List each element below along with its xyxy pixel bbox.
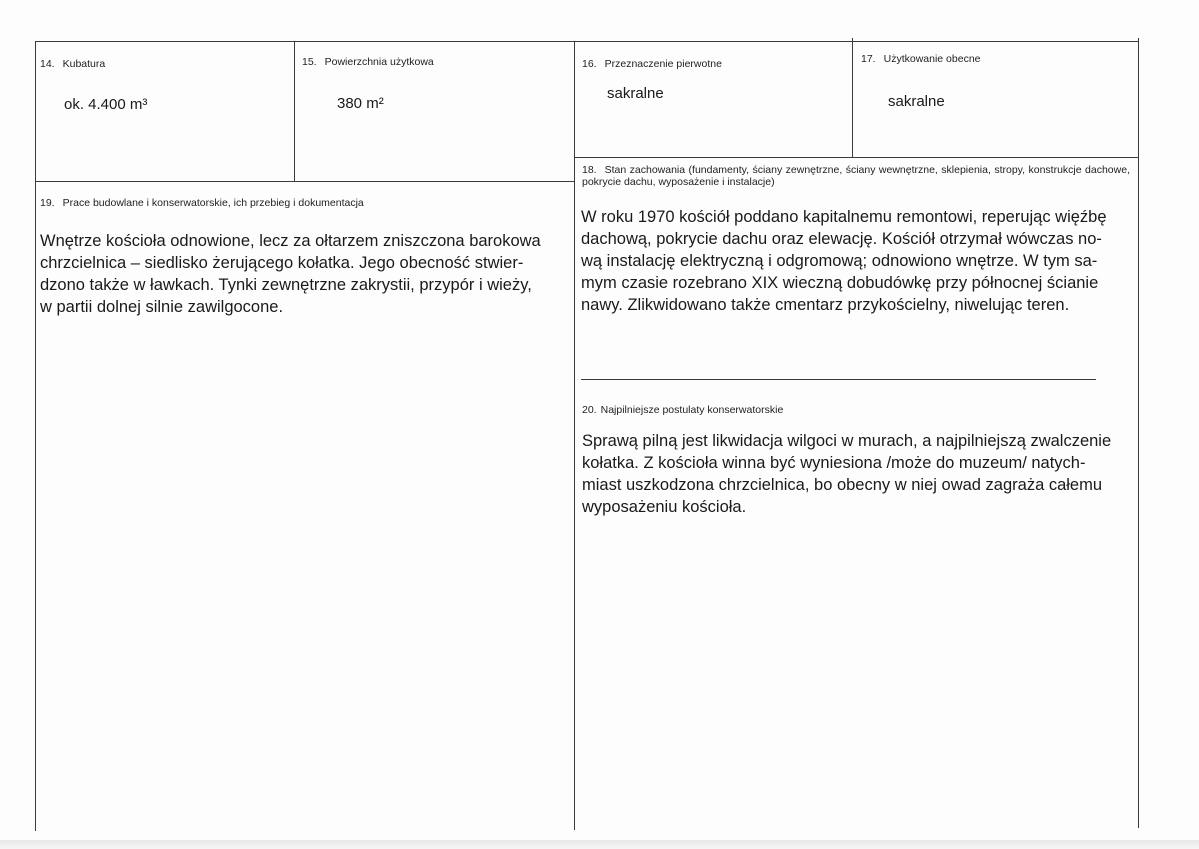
field-16-value: sakralne	[607, 85, 664, 102]
field-20-label: 20. Najpilniejsze postulaty konserwatorskie	[582, 404, 784, 416]
form-left-border	[35, 41, 36, 831]
field-18-label: 18. Stan zachowania (fundamenty, ściany zewnętrzne, ściany wewnętrzne, sklepienia, stropy, konstrukcje dachowe, pokrycie dachu, wyposażenie i instalacje)	[582, 164, 1130, 188]
field-17-value: sakralne	[888, 93, 945, 110]
row-divider-right	[574, 157, 1138, 158]
page-bottom-edge	[0, 840, 1199, 849]
field-15-label: 15. Powierzchnia użytkowa	[302, 56, 434, 68]
form-right-border	[1138, 38, 1139, 828]
divider-16-17	[852, 38, 853, 157]
field-19-label: 19. Prace budowlane i konserwatorskie, ich przebieg i dokumentacja	[40, 197, 364, 209]
field-16-label: 16. Przeznaczenie pierwotne	[582, 58, 722, 70]
field-19-text: Wnętrze kościoła odnowione, lecz za ołtarzem zniszczona barokowa chrzcielnica – siedlisko żerującego kołatka. Jego obecność stwier- dzono także w ławkach. Tynki zewnętrzne zakrystii, przypór i wieży, w partii dolnej silnie zawilgocone.	[40, 232, 541, 316]
center-divider	[574, 41, 575, 830]
form-top-border	[35, 41, 1138, 42]
divider-14-15	[294, 41, 295, 182]
field-18-text: W roku 1970 kościół poddano kapitalnemu remontowi, reperując więźbę dachową, pokrycie dachu oraz elewację. Kościół otrzymał wówczas no- wą instalację elektryczną i odgromową; odnowiono wnętrze. W tym sa- mym czasie rozebrano XIX wieczną dobudówkę przy północnej ścianie nawy. Zlikwidowano także cmentarz przykościelny, niwelując teren.	[581, 208, 1107, 314]
field-14-label: 14. Kubatura	[40, 58, 106, 70]
field-15-value: 380 m²	[337, 95, 384, 112]
field-14-value: ok. 4.400 m³	[64, 96, 148, 113]
divider-18-20	[581, 379, 1096, 380]
field-17-label: 17. Użytkowanie obecne	[861, 53, 981, 65]
field-20-text: Sprawą pilną jest likwidacja wilgoci w murach, a najpilniejszą zwalczenie kołatka. Z kościoła winna być wyniesiona /może do muzeum/ natych- miast uszkodzona chrzcielnica, bo obecny w niej owad zagraża całemu wyposażeniu kościoła.	[582, 432, 1112, 516]
row-divider-left	[35, 181, 574, 182]
